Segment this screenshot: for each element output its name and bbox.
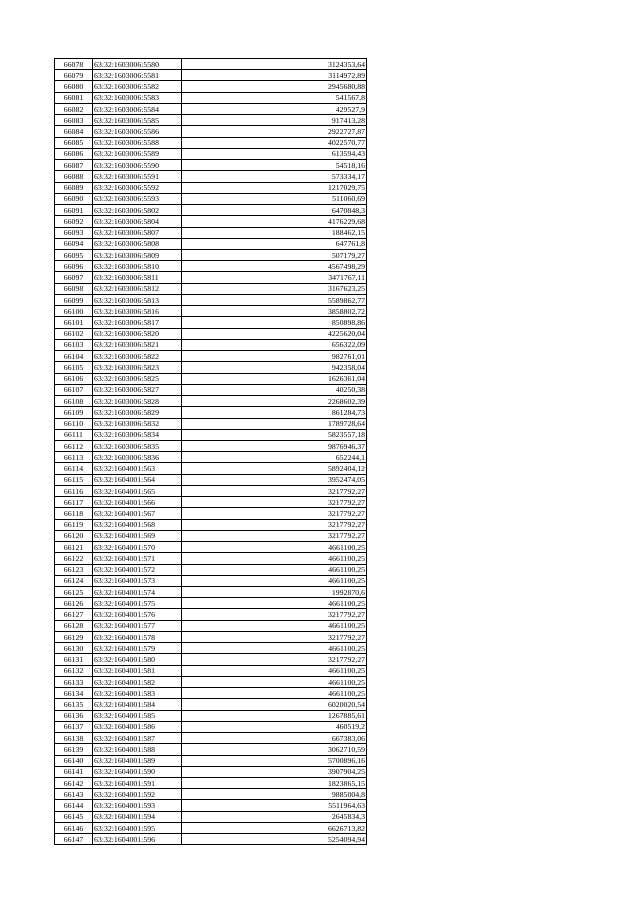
row-number-cell: 66089 bbox=[55, 182, 93, 193]
row-number-cell: 66117 bbox=[55, 497, 93, 508]
row-number-cell: 66088 bbox=[55, 171, 93, 182]
value-cell: 4661100,25 bbox=[182, 564, 367, 575]
cadastral-number-cell: 63:32:1604001:584 bbox=[93, 699, 182, 710]
table-row bbox=[55, 351, 367, 362]
cadastral-number-cell: 63:32:1604001:573 bbox=[93, 575, 182, 586]
value-cell: 507179,27 bbox=[182, 249, 367, 260]
value-cell: 3858802,72 bbox=[182, 306, 367, 317]
row-number-cell: 66080 bbox=[55, 81, 93, 92]
row-number-cell: 66087 bbox=[55, 160, 93, 171]
table-row bbox=[55, 699, 367, 710]
cadastral-number-cell: 63:32:1604001:596 bbox=[93, 834, 182, 845]
row-number-cell: 66079 bbox=[55, 70, 93, 81]
row-number-cell: 66140 bbox=[55, 755, 93, 766]
table-row bbox=[55, 542, 367, 553]
cadastral-number-cell: 63:32:1604001:570 bbox=[93, 542, 182, 553]
row-number-cell: 66100 bbox=[55, 306, 93, 317]
cadastral-number-cell: 63:32:1604001:594 bbox=[93, 811, 182, 822]
row-number-cell: 66116 bbox=[55, 485, 93, 496]
cadastral-number-cell: 63:32:1603006:5583 bbox=[93, 92, 182, 103]
row-number-cell: 66125 bbox=[55, 587, 93, 598]
value-cell: 1823865,15 bbox=[182, 778, 367, 789]
value-cell: 541567,8 bbox=[182, 92, 367, 103]
cadastral-number-cell: 63:32:1603006:5586 bbox=[93, 126, 182, 137]
value-cell: 188462,15 bbox=[182, 227, 367, 238]
row-number-cell: 66130 bbox=[55, 643, 93, 654]
row-number-cell: 66095 bbox=[55, 249, 93, 260]
value-cell: 3124353,64 bbox=[182, 59, 367, 70]
cadastral-number-cell: 63:32:1604001:588 bbox=[93, 744, 182, 755]
cadastral-number-cell: 63:32:1603006:5593 bbox=[93, 193, 182, 204]
row-number-cell: 66114 bbox=[55, 463, 93, 474]
value-cell: 850898,86 bbox=[182, 317, 367, 328]
table-row bbox=[55, 744, 367, 755]
row-number-cell: 66082 bbox=[55, 103, 93, 114]
row-number-cell: 66086 bbox=[55, 148, 93, 159]
value-cell: 40250,38 bbox=[182, 384, 367, 395]
table-row bbox=[55, 238, 367, 249]
value-cell: 5700896,16 bbox=[182, 755, 367, 766]
value-cell: 4225620,04 bbox=[182, 328, 367, 339]
cadastral-number-cell: 63:32:1604001:579 bbox=[93, 643, 182, 654]
table-row bbox=[55, 182, 367, 193]
cadastral-number-cell: 63:32:1604001:591 bbox=[93, 778, 182, 789]
cadastral-number-cell: 63:32:1603006:5811 bbox=[93, 272, 182, 283]
value-cell: 3217792,27 bbox=[182, 609, 367, 620]
cadastral-number-cell: 63:32:1603006:5584 bbox=[93, 103, 182, 114]
row-number-cell: 66110 bbox=[55, 418, 93, 429]
value-cell: 3217792,27 bbox=[182, 508, 367, 519]
table-row bbox=[55, 328, 367, 339]
cadastral-number-cell: 63:32:1604001:580 bbox=[93, 654, 182, 665]
table-row bbox=[55, 789, 367, 800]
value-cell: 4176229,68 bbox=[182, 216, 367, 227]
table-row bbox=[55, 294, 367, 305]
row-number-cell: 66143 bbox=[55, 789, 93, 800]
row-number-cell: 66127 bbox=[55, 609, 93, 620]
value-cell: 9876946,37 bbox=[182, 440, 367, 451]
cadastral-number-cell: 63:32:1604001:595 bbox=[93, 822, 182, 833]
cadastral-number-cell: 63:32:1604001:592 bbox=[93, 789, 182, 800]
table-row bbox=[55, 609, 367, 620]
cadastral-number-cell: 63:32:1604001:576 bbox=[93, 609, 182, 620]
cadastral-number-cell: 63:32:1603006:5808 bbox=[93, 238, 182, 249]
row-number-cell: 66084 bbox=[55, 126, 93, 137]
row-number-cell: 66135 bbox=[55, 699, 93, 710]
row-number-cell: 66138 bbox=[55, 733, 93, 744]
table-row bbox=[55, 148, 367, 159]
cadastral-number-cell: 63:32:1603006:5829 bbox=[93, 407, 182, 418]
row-number-cell: 66136 bbox=[55, 710, 93, 721]
row-number-cell: 66115 bbox=[55, 474, 93, 485]
value-cell: 573334,17 bbox=[182, 171, 367, 182]
value-cell: 3952474,05 bbox=[182, 474, 367, 485]
row-number-cell: 66139 bbox=[55, 744, 93, 755]
row-number-cell: 66112 bbox=[55, 440, 93, 451]
table-row bbox=[55, 463, 367, 474]
row-number-cell: 66141 bbox=[55, 766, 93, 777]
row-number-cell: 66085 bbox=[55, 137, 93, 148]
table-row bbox=[55, 70, 367, 81]
row-number-cell: 66137 bbox=[55, 721, 93, 732]
row-number-cell: 66093 bbox=[55, 227, 93, 238]
cadastral-number-cell: 63:32:1604001:574 bbox=[93, 587, 182, 598]
value-cell: 4661100,25 bbox=[182, 620, 367, 631]
cadastral-number-cell: 63:32:1603006:5592 bbox=[93, 182, 182, 193]
row-number-cell: 66146 bbox=[55, 822, 93, 833]
cadastral-number-cell: 63:32:1604001:563 bbox=[93, 463, 182, 474]
cadastral-number-cell: 63:32:1603006:5804 bbox=[93, 216, 182, 227]
value-cell: 861284,73 bbox=[182, 407, 367, 418]
table-row bbox=[55, 800, 367, 811]
row-number-cell: 66104 bbox=[55, 351, 93, 362]
row-number-cell: 66118 bbox=[55, 508, 93, 519]
table-row bbox=[55, 216, 367, 227]
cadastral-number-cell: 63:32:1604001:569 bbox=[93, 530, 182, 541]
table-row bbox=[55, 81, 367, 92]
row-number-cell: 66121 bbox=[55, 542, 93, 553]
table-row bbox=[55, 452, 367, 463]
cadastral-number-cell: 63:32:1604001:575 bbox=[93, 598, 182, 609]
table-row bbox=[55, 564, 367, 575]
cadastral-number-cell: 63:32:1604001:567 bbox=[93, 508, 182, 519]
table-row bbox=[55, 193, 367, 204]
value-cell: 4022570,77 bbox=[182, 137, 367, 148]
table-row bbox=[55, 103, 367, 114]
table-row bbox=[55, 519, 367, 530]
value-cell: 2922727,87 bbox=[182, 126, 367, 137]
cadastral-number-cell: 63:32:1604001:589 bbox=[93, 755, 182, 766]
value-cell: 3062710,59 bbox=[182, 744, 367, 755]
value-cell: 4661100,25 bbox=[182, 676, 367, 687]
table-row bbox=[55, 171, 367, 182]
table-row bbox=[55, 643, 367, 654]
value-cell: 1789728,64 bbox=[182, 418, 367, 429]
row-number-cell: 66092 bbox=[55, 216, 93, 227]
table-row bbox=[55, 710, 367, 721]
cadastral-number-cell: 63:32:1603006:5828 bbox=[93, 396, 182, 407]
value-cell: 4661100,25 bbox=[182, 665, 367, 676]
value-cell: 6470848,3 bbox=[182, 205, 367, 216]
row-number-cell: 66133 bbox=[55, 676, 93, 687]
value-cell: 3217792,27 bbox=[182, 631, 367, 642]
table-row bbox=[55, 59, 367, 70]
table-row bbox=[55, 272, 367, 283]
value-cell: 4661100,25 bbox=[182, 553, 367, 564]
value-cell: 1267885,61 bbox=[182, 710, 367, 721]
data-table bbox=[54, 58, 367, 845]
value-cell: 2945680,88 bbox=[182, 81, 367, 92]
table-row bbox=[55, 485, 367, 496]
value-cell: 4661100,25 bbox=[182, 542, 367, 553]
table-row bbox=[55, 396, 367, 407]
table-row bbox=[55, 249, 367, 260]
row-number-cell: 66103 bbox=[55, 339, 93, 350]
cadastral-number-cell: 63:32:1603006:5834 bbox=[93, 429, 182, 440]
row-number-cell: 66144 bbox=[55, 800, 93, 811]
value-cell: 5254094,94 bbox=[182, 834, 367, 845]
cadastral-number-cell: 63:32:1603006:5585 bbox=[93, 115, 182, 126]
value-cell: 652244,1 bbox=[182, 452, 367, 463]
cadastral-number-cell: 63:32:1604001:582 bbox=[93, 676, 182, 687]
table-row bbox=[55, 362, 367, 373]
value-cell: 3217792,27 bbox=[182, 497, 367, 508]
table-row bbox=[55, 384, 367, 395]
cadastral-number-cell: 63:32:1603006:5807 bbox=[93, 227, 182, 238]
cadastral-number-cell: 63:32:1604001:578 bbox=[93, 631, 182, 642]
value-cell: 54518,16 bbox=[182, 160, 367, 171]
row-number-cell: 66091 bbox=[55, 205, 93, 216]
row-number-cell: 66101 bbox=[55, 317, 93, 328]
cadastral-number-cell: 63:32:1604001:572 bbox=[93, 564, 182, 575]
cadastral-number-cell: 63:32:1603006:5825 bbox=[93, 373, 182, 384]
cadastral-number-cell: 63:32:1603006:5591 bbox=[93, 171, 182, 182]
cadastral-number-cell: 63:32:1603006:5809 bbox=[93, 249, 182, 260]
table-row bbox=[55, 822, 367, 833]
value-cell: 4661100,25 bbox=[182, 598, 367, 609]
row-number-cell: 66129 bbox=[55, 631, 93, 642]
table-row bbox=[55, 261, 367, 272]
row-number-cell: 66119 bbox=[55, 519, 93, 530]
table-row bbox=[55, 654, 367, 665]
table-row bbox=[55, 755, 367, 766]
row-number-cell: 66147 bbox=[55, 834, 93, 845]
cadastral-number-cell: 63:32:1603006:5836 bbox=[93, 452, 182, 463]
row-number-cell: 66097 bbox=[55, 272, 93, 283]
cadastral-number-cell: 63:32:1603006:5588 bbox=[93, 137, 182, 148]
row-number-cell: 66142 bbox=[55, 778, 93, 789]
cadastral-number-cell: 63:32:1604001:583 bbox=[93, 688, 182, 699]
cadastral-number-cell: 63:32:1604001:564 bbox=[93, 474, 182, 485]
value-cell: 1217029,75 bbox=[182, 182, 367, 193]
cadastral-number-cell: 63:32:1604001:568 bbox=[93, 519, 182, 530]
cadastral-number-cell: 63:32:1603006:5813 bbox=[93, 294, 182, 305]
table-row bbox=[55, 631, 367, 642]
table-row bbox=[55, 418, 367, 429]
table-row bbox=[55, 126, 367, 137]
row-number-cell: 66124 bbox=[55, 575, 93, 586]
row-number-cell: 66105 bbox=[55, 362, 93, 373]
value-cell: 3114972,89 bbox=[182, 70, 367, 81]
cadastral-number-cell: 63:32:1603006:5820 bbox=[93, 328, 182, 339]
row-number-cell: 66107 bbox=[55, 384, 93, 395]
cadastral-number-cell: 63:32:1603006:5817 bbox=[93, 317, 182, 328]
cadastral-number-cell: 63:32:1603006:5802 bbox=[93, 205, 182, 216]
value-cell: 917413,28 bbox=[182, 115, 367, 126]
row-number-cell: 66120 bbox=[55, 530, 93, 541]
row-number-cell: 66113 bbox=[55, 452, 93, 463]
table-row bbox=[55, 620, 367, 631]
value-cell: 5589862,77 bbox=[182, 294, 367, 305]
table-row bbox=[55, 429, 367, 440]
row-number-cell: 66094 bbox=[55, 238, 93, 249]
table-row bbox=[55, 317, 367, 328]
cadastral-number-cell: 63:32:1603006:5821 bbox=[93, 339, 182, 350]
row-number-cell: 66106 bbox=[55, 373, 93, 384]
cadastral-number-cell: 63:32:1604001:593 bbox=[93, 800, 182, 811]
row-number-cell: 66102 bbox=[55, 328, 93, 339]
value-cell: 511060,69 bbox=[182, 193, 367, 204]
value-cell: 5823557,18 bbox=[182, 429, 367, 440]
table-row bbox=[55, 766, 367, 777]
cadastral-number-cell: 63:32:1604001:585 bbox=[93, 710, 182, 721]
value-cell: 4661100,25 bbox=[182, 688, 367, 699]
cadastral-number-cell: 63:32:1604001:590 bbox=[93, 766, 182, 777]
table-row bbox=[55, 676, 367, 687]
row-number-cell: 66090 bbox=[55, 193, 93, 204]
cadastral-number-cell: 63:32:1603006:5581 bbox=[93, 70, 182, 81]
value-cell: 667383,06 bbox=[182, 733, 367, 744]
row-number-cell: 66123 bbox=[55, 564, 93, 575]
value-cell: 3167623,25 bbox=[182, 283, 367, 294]
cadastral-number-cell: 63:32:1603006:5835 bbox=[93, 440, 182, 451]
value-cell: 3217792,27 bbox=[182, 519, 367, 530]
row-number-cell: 66134 bbox=[55, 688, 93, 699]
table-row bbox=[55, 339, 367, 350]
value-cell: 1992870,6 bbox=[182, 587, 367, 598]
value-cell: 613594,43 bbox=[182, 148, 367, 159]
table-row bbox=[55, 474, 367, 485]
table-row bbox=[55, 575, 367, 586]
table-row bbox=[55, 530, 367, 541]
row-number-cell: 66131 bbox=[55, 654, 93, 665]
table-row bbox=[55, 137, 367, 148]
cadastral-number-cell: 63:32:1603006:5832 bbox=[93, 418, 182, 429]
cadastral-number-cell: 63:32:1604001:565 bbox=[93, 485, 182, 496]
cadastral-number-cell: 63:32:1604001:586 bbox=[93, 721, 182, 732]
value-cell: 647761,8 bbox=[182, 238, 367, 249]
table-row bbox=[55, 721, 367, 732]
value-cell: 6626713,82 bbox=[182, 822, 367, 833]
cadastral-number-cell: 63:32:1603006:5810 bbox=[93, 261, 182, 272]
value-cell: 3217792,27 bbox=[182, 485, 367, 496]
cadastral-number-cell: 63:32:1603006:5822 bbox=[93, 351, 182, 362]
cadastral-number-cell: 63:32:1604001:566 bbox=[93, 497, 182, 508]
row-number-cell: 66126 bbox=[55, 598, 93, 609]
table-row bbox=[55, 778, 367, 789]
table-row bbox=[55, 587, 367, 598]
table-row bbox=[55, 227, 367, 238]
cadastral-number-cell: 63:32:1604001:577 bbox=[93, 620, 182, 631]
value-cell: 2645834,3 bbox=[182, 811, 367, 822]
value-cell: 5892404,12 bbox=[182, 463, 367, 474]
value-cell: 3217792,27 bbox=[182, 530, 367, 541]
table-row bbox=[55, 283, 367, 294]
table-row bbox=[55, 834, 367, 845]
value-cell: 656322,09 bbox=[182, 339, 367, 350]
table-row bbox=[55, 688, 367, 699]
value-cell: 5511964,63 bbox=[182, 800, 367, 811]
cadastral-number-cell: 63:32:1603006:5580 bbox=[93, 59, 182, 70]
row-number-cell: 66109 bbox=[55, 407, 93, 418]
table-row bbox=[55, 306, 367, 317]
table-row bbox=[55, 598, 367, 609]
row-number-cell: 66083 bbox=[55, 115, 93, 126]
value-cell: 2268602,39 bbox=[182, 396, 367, 407]
cadastral-number-cell: 63:32:1604001:581 bbox=[93, 665, 182, 676]
row-number-cell: 66122 bbox=[55, 553, 93, 564]
table-row bbox=[55, 497, 367, 508]
value-cell: 4661100,25 bbox=[182, 575, 367, 586]
cadastral-number-cell: 63:32:1603006:5827 bbox=[93, 384, 182, 395]
table-row bbox=[55, 160, 367, 171]
row-number-cell: 66132 bbox=[55, 665, 93, 676]
row-number-cell: 66111 bbox=[55, 429, 93, 440]
table-row bbox=[55, 92, 367, 103]
table-row bbox=[55, 407, 367, 418]
cadastral-number-cell: 63:32:1604001:587 bbox=[93, 733, 182, 744]
table-row bbox=[55, 733, 367, 744]
row-number-cell: 66081 bbox=[55, 92, 93, 103]
table-body bbox=[55, 59, 367, 845]
value-cell: 3217792,27 bbox=[182, 654, 367, 665]
value-cell: 3907904,25 bbox=[182, 766, 367, 777]
row-number-cell: 66096 bbox=[55, 261, 93, 272]
row-number-cell: 66145 bbox=[55, 811, 93, 822]
value-cell: 429527,9 bbox=[182, 103, 367, 114]
value-cell: 3471767,11 bbox=[182, 272, 367, 283]
row-number-cell: 66078 bbox=[55, 59, 93, 70]
table-row bbox=[55, 665, 367, 676]
value-cell: 460519,2 bbox=[182, 721, 367, 732]
value-cell: 6020020,54 bbox=[182, 699, 367, 710]
cadastral-number-cell: 63:32:1603006:5582 bbox=[93, 81, 182, 92]
cadastral-number-cell: 63:32:1603006:5590 bbox=[93, 160, 182, 171]
value-cell: 9885004,8 bbox=[182, 789, 367, 800]
table-row bbox=[55, 205, 367, 216]
value-cell: 4661100,25 bbox=[182, 643, 367, 654]
value-cell: 1626361,04 bbox=[182, 373, 367, 384]
table-row bbox=[55, 508, 367, 519]
cadastral-number-cell: 63:32:1603006:5589 bbox=[93, 148, 182, 159]
cadastral-number-cell: 63:32:1603006:5823 bbox=[93, 362, 182, 373]
row-number-cell: 66099 bbox=[55, 294, 93, 305]
value-cell: 942358,04 bbox=[182, 362, 367, 373]
value-cell: 4567498,29 bbox=[182, 261, 367, 272]
table-row bbox=[55, 553, 367, 564]
table-row bbox=[55, 440, 367, 451]
value-cell: 982761,01 bbox=[182, 351, 367, 362]
row-number-cell: 66098 bbox=[55, 283, 93, 294]
row-number-cell: 66108 bbox=[55, 396, 93, 407]
cadastral-number-cell: 63:32:1603006:5816 bbox=[93, 306, 182, 317]
table-row bbox=[55, 811, 367, 822]
cadastral-number-cell: 63:32:1604001:571 bbox=[93, 553, 182, 564]
table-row bbox=[55, 373, 367, 384]
cadastral-number-cell: 63:32:1603006:5812 bbox=[93, 283, 182, 294]
row-number-cell: 66128 bbox=[55, 620, 93, 631]
table-row bbox=[55, 115, 367, 126]
